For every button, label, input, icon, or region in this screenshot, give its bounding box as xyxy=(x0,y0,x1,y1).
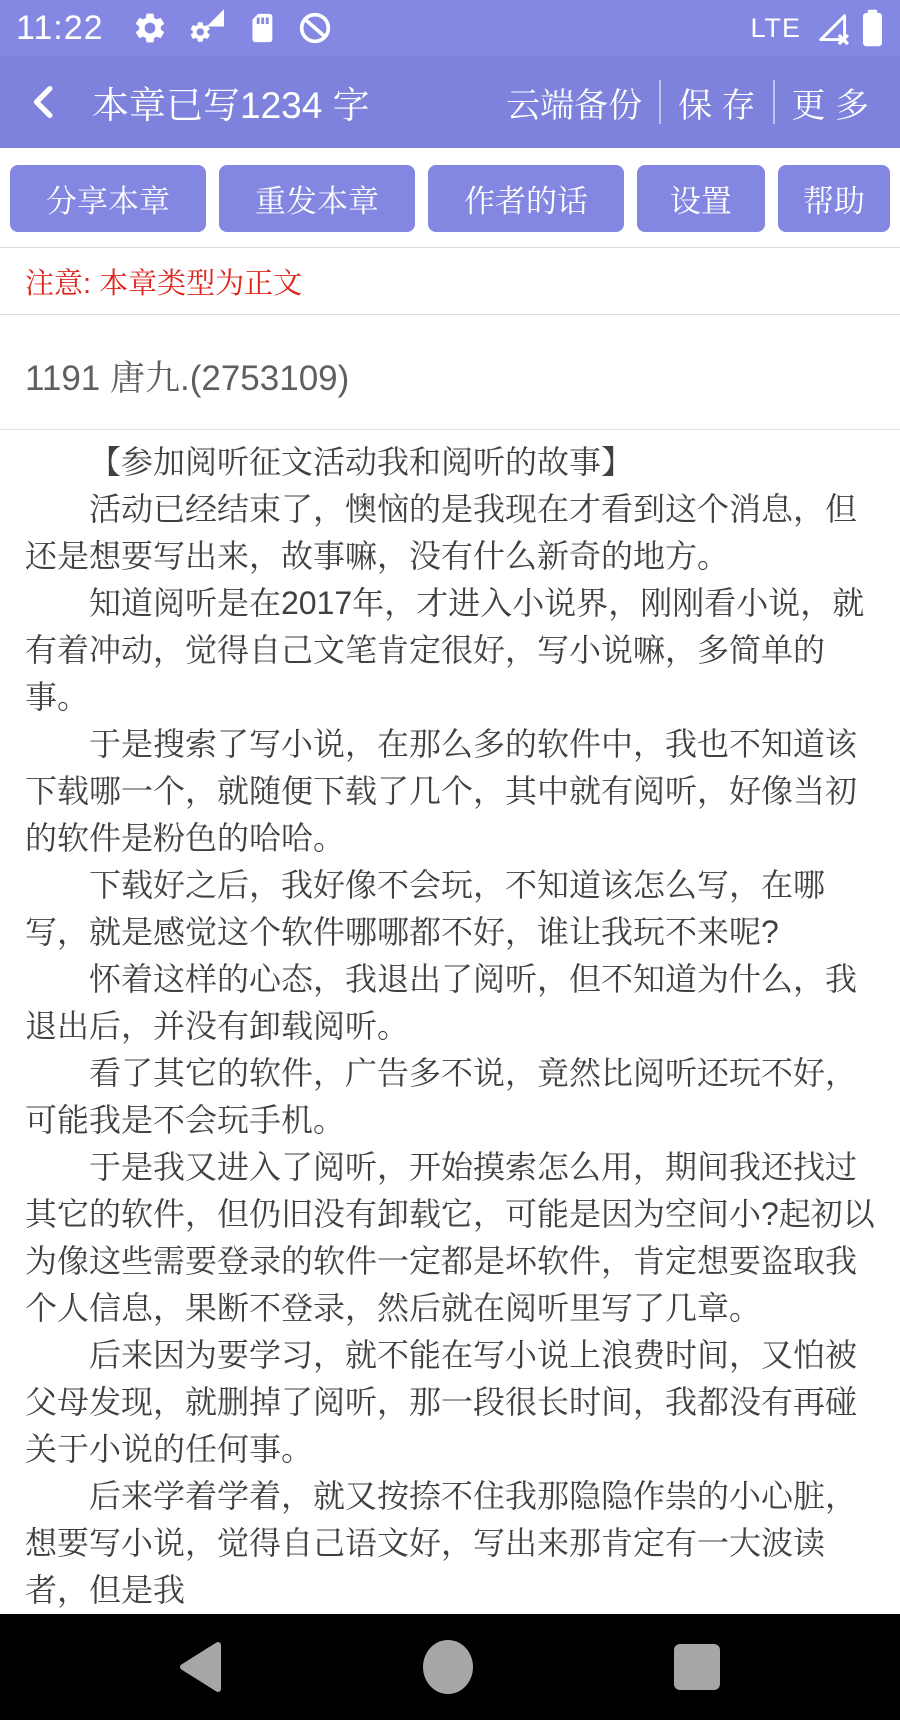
appbar-action[interactable]: 云端备份 xyxy=(506,86,643,125)
body-paragraph[interactable]: 怀着这样的心态，我退出了阅听，但不知道为什么，我退出后，并没有卸载阅听。 xyxy=(25,961,858,1044)
gear-icon xyxy=(132,10,168,46)
toolbar-button-2[interactable]: 重发本章 xyxy=(219,165,415,232)
do-not-disturb-icon xyxy=(298,11,332,45)
recents-square-icon xyxy=(672,1640,722,1694)
back-button[interactable] xyxy=(22,80,66,124)
body-paragraph[interactable]: 看了其它的软件，广告多不说，竟然比阅听还玩不好，可能我是不会玩手机。 xyxy=(25,1055,858,1138)
body-paragraph[interactable]: 下载好之后，我好像不会玩，不知道该怎么写，在哪写，就是感觉这个软件哪哪都不好，谁让我玩不来呢? xyxy=(25,867,826,950)
nav-recents-button[interactable] xyxy=(672,1640,722,1694)
body-paragraph[interactable]: 于是搜索了写小说，在那么多的软件中，我也不知道该下载哪一个，就随便下载了几个，其中就有阅听，好像当初的软件是粉色的哈哈。 xyxy=(25,726,858,856)
chapter-body[interactable] xyxy=(0,430,900,1614)
status-icons-right xyxy=(750,9,884,47)
toolbar-button-5[interactable]: 帮助 xyxy=(778,165,890,232)
signal-no-connection-icon xyxy=(815,10,851,46)
battery-full-icon xyxy=(861,9,884,47)
nav-home-button[interactable] xyxy=(421,1638,475,1696)
status-time: 11:22 xyxy=(16,8,104,47)
chapter-heading[interactable]: 1191 唐九.(2753109) xyxy=(0,315,900,430)
status-icons-left xyxy=(132,10,332,46)
status-bar xyxy=(0,0,900,56)
home-circle-icon xyxy=(421,1638,475,1696)
body-paragraph[interactable]: 于是我又进入了阅听，开始摸索怎么用，期间我还找过其它的软件，但仍旧没有卸载它，可能是因为空间小?起初以为像这些需要登录的软件一定都是坏软件，肯定想要盗取我个人信息，果断不登录，然后就在阅听里写了几章。 xyxy=(25,1149,875,1326)
word-count-title: 本章已写1234 字 xyxy=(92,85,370,126)
android-nav-bar xyxy=(0,1614,900,1720)
body-paragraph[interactable]: 知道阅听是在2017年，才进入小说界，刚刚看小说，就有着冲动，觉得自己文笔肯定很好，写小说嘛，多简单的事。 xyxy=(25,585,865,715)
nav-back-button[interactable] xyxy=(178,1640,224,1694)
body-paragraph[interactable]: 【参加阅听征文活动我和阅听的故事】 xyxy=(89,444,634,480)
network-type-label: LTE xyxy=(750,12,801,43)
action-toolbar xyxy=(0,148,900,248)
toolbar-button-4[interactable]: 设置 xyxy=(637,165,765,232)
sd-card-icon xyxy=(244,11,278,45)
toolbar-button-3[interactable]: 作者的话 xyxy=(428,165,624,232)
chevron-left-icon xyxy=(24,82,64,122)
back-triangle-icon xyxy=(178,1640,224,1694)
body-paragraph[interactable]: 后来学着学着，就又按捺不住我那隐隐作祟的小心脏，想要写小说，觉得自己语文好，写出来那肯定有一大波读者，但是我 xyxy=(25,1478,858,1608)
appbar-action[interactable]: 保 存 xyxy=(678,86,756,125)
chapter-type-notice: 注意: 本章类型为正文 xyxy=(0,248,900,315)
appbar-action[interactable]: 更 多 xyxy=(791,86,869,125)
gear-wifi-icon xyxy=(188,10,224,46)
toolbar-button-1[interactable]: 分享本章 xyxy=(10,165,206,232)
app-bar xyxy=(0,56,900,148)
appbar-actions xyxy=(489,78,886,127)
body-paragraph[interactable]: 活动已经结束了，懊恼的是我现在才看到这个消息，但还是想要写出来，故事嘛，没有什么新奇的地方。 xyxy=(25,491,858,574)
body-paragraph[interactable]: 后来因为要学习，就不能在写小说上浪费时间，又怕被父母发现，就删掉了阅听，那一段很长时间，我都没有再碰关于小说的任何事。 xyxy=(25,1337,858,1467)
